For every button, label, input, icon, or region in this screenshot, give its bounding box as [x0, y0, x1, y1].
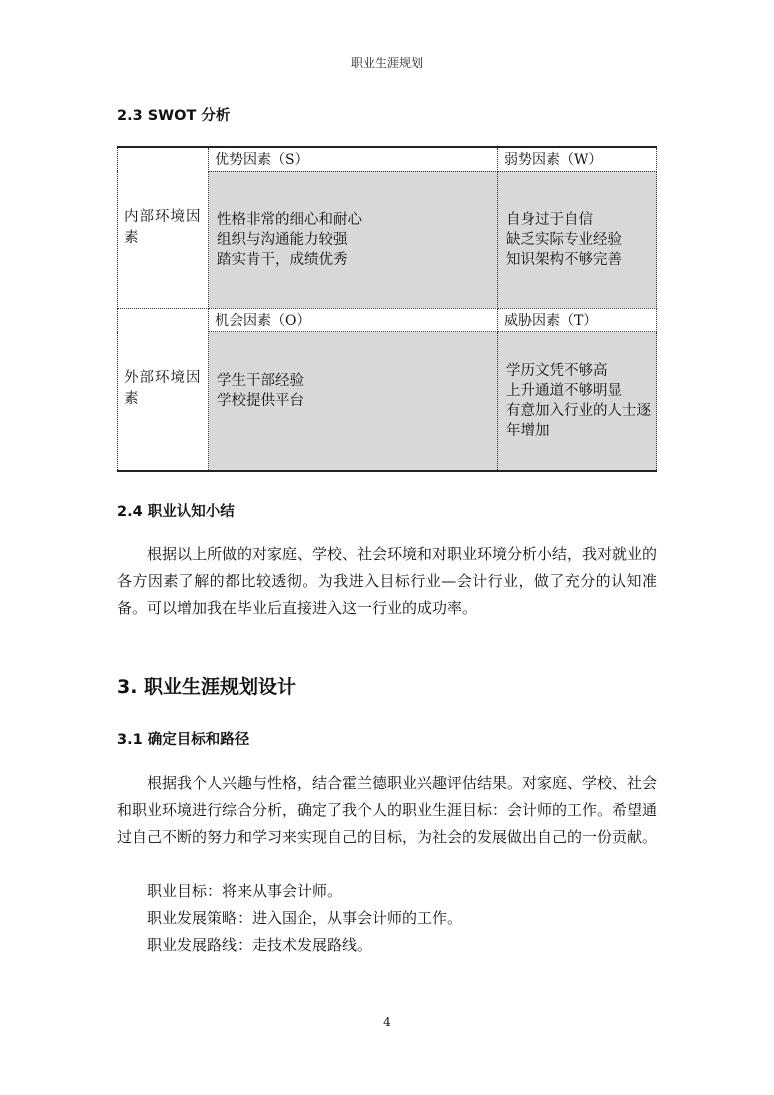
career-route: 职业发展路线：走技术发展路线。	[147, 936, 373, 954]
weakness-item: 自身过于自信	[506, 211, 593, 228]
section-2-4-body: 根据以上所做的对家庭、学校、社会环境和对职业环境分析小结，我对就业的各方因素了解的都比较透彻。为我进入目标行业—会计行业，做了充分的认知准备。可以增加我在毕业后直接进入这一行业的成功率。	[117, 545, 658, 617]
threat-item: 学历文凭不够高	[506, 363, 608, 380]
external-factors-label: 外部环境因素	[118, 308, 209, 471]
opportunity-item: 学生干部经验	[217, 373, 304, 390]
page-header: 职业生涯规划	[350, 56, 423, 70]
chapter-3-title: 3. 职业生涯规划设计	[117, 676, 297, 698]
opportunities-header: 机会因素（O）	[209, 308, 498, 332]
career-goal: 职业目标：将来从事会计师。	[147, 882, 343, 900]
weakness-item: 知识架构不够完善	[506, 251, 622, 268]
strength-item: 性格非常的细心和耐心	[217, 211, 362, 228]
internal-factors-label: 内部环境因素	[118, 147, 209, 308]
strengths-header: 优势因素（S）	[209, 147, 498, 171]
strength-item: 组织与沟通能力较强	[217, 231, 348, 248]
strength-item: 踏实肯干，成绩优秀	[217, 251, 348, 268]
page-number: 4	[383, 1015, 391, 1029]
section-2-3-title: 2.3 SWOT 分析	[117, 108, 231, 124]
strengths-cell	[209, 171, 498, 308]
section-3-1-title: 3.1 确定目标和路径	[117, 732, 250, 748]
opportunity-item: 学校提供平台	[217, 393, 304, 410]
swot-table	[117, 146, 657, 472]
section-3-1-body: 根据我个人兴趣与性格，结合霍兰德职业兴趣评估结果。对家庭、学校、社会和职业环境进行综合分析，确定了我个人的职业生涯目标：会计师的工作。希望通过自己不断的努力和学习来实现自己的目标，为社会的发展做出自己的一份贡献。	[117, 774, 658, 846]
career-strategy: 职业发展策略：进入国企，从事会计师的工作。	[147, 909, 463, 927]
threats-header: 威胁因素（T）	[498, 308, 657, 332]
opportunities-cell	[209, 332, 498, 471]
section-2-4-title: 2.4 职业认知小结	[117, 504, 235, 520]
weakness-item: 缺乏实际专业经验	[506, 231, 622, 248]
threats-cell	[498, 332, 657, 471]
threat-item: 有意加入行业的人士逐年增加	[506, 403, 651, 440]
threat-item: 上升通道不够明显	[506, 383, 622, 400]
weaknesses-header: 弱势因素（W）	[498, 147, 657, 171]
weaknesses-cell	[498, 171, 657, 308]
